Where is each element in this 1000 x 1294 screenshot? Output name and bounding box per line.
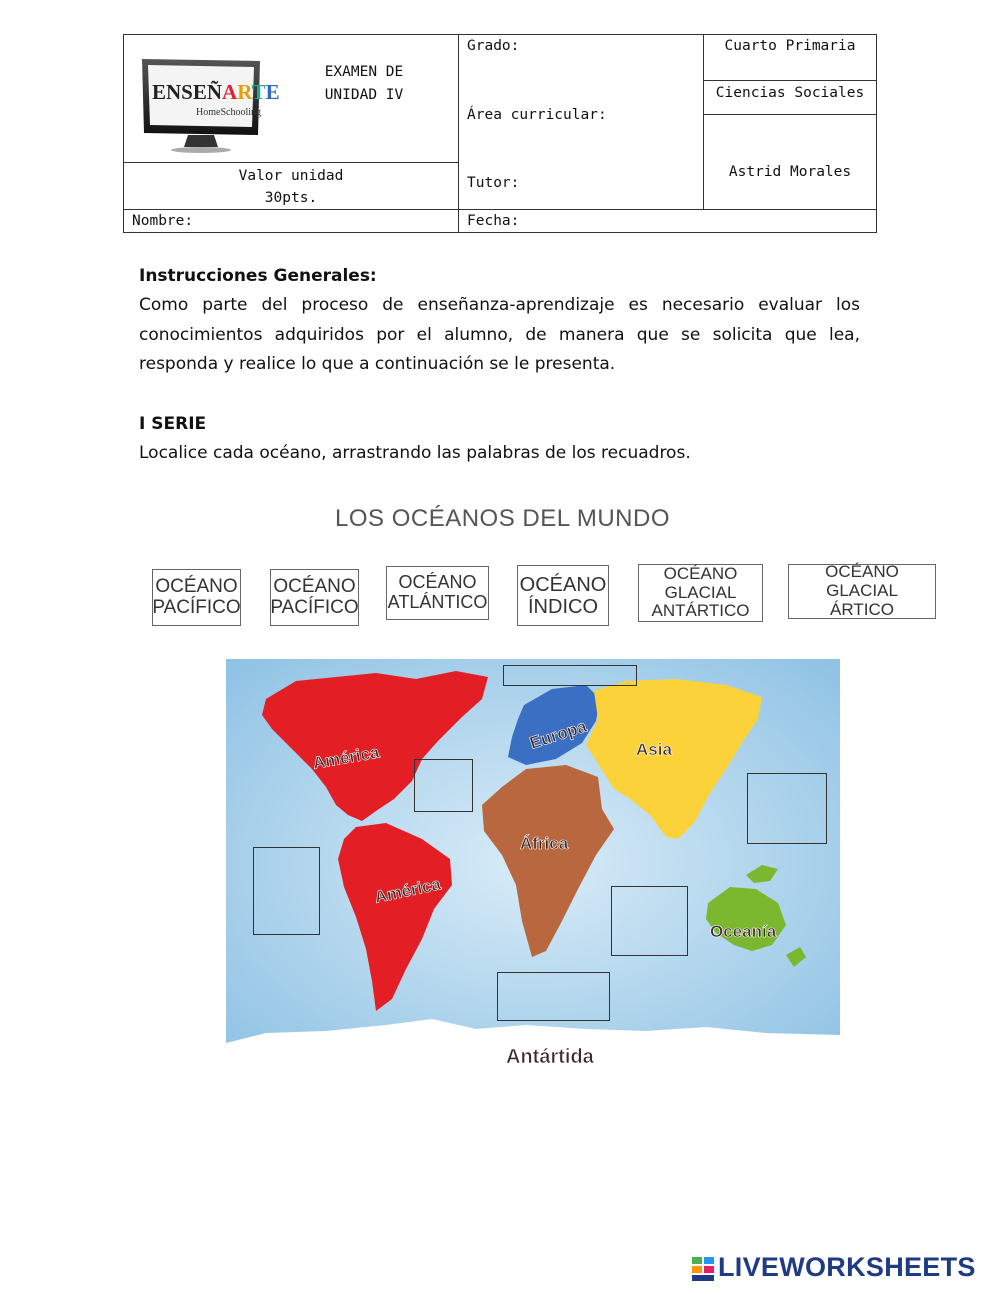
label-africa: África (520, 834, 569, 853)
serie-body: Localice cada océano, arrastrando las palabras de los recuadros. (139, 443, 691, 463)
tutor-value: Astrid Morales (728, 164, 852, 180)
drop-zone-atlantico[interactable] (414, 759, 473, 812)
instructions-title: Instrucciones Generales: (139, 266, 377, 286)
grado-label: Grado: (467, 38, 520, 54)
label-america-south: América (372, 874, 443, 907)
word-box-oceano-glacial-artico[interactable]: OCÉANO GLACIAL ÁRTICO (788, 564, 936, 619)
word-box-oceano-atlantico[interactable]: OCÉANO ATLÁNTICO (386, 566, 489, 620)
header-table (123, 34, 877, 233)
label-america-north: América (311, 742, 381, 773)
area-value: Ciencias Sociales (715, 85, 865, 101)
footer-brand: LIVEWORKSHEETS (718, 1252, 976, 1282)
label-europa: Europa (527, 716, 589, 753)
label-antartida: Antártida (506, 1046, 594, 1068)
word-box-oceano-glacial-antartico[interactable]: OCÉANO GLACIAL ANTÁRTICO (638, 564, 763, 622)
logo-text-sub: HomeSchooling (196, 107, 261, 118)
exam-title-line1: EXAMEN DE (324, 64, 404, 80)
exam-title (294, 61, 434, 107)
label-asia: Asia (636, 740, 672, 759)
liveworksheets-logo-icon (692, 1253, 716, 1283)
fecha-label: Fecha: (467, 213, 520, 229)
drop-zone-pacifico-west[interactable] (253, 847, 320, 935)
ensenarte-logo (138, 55, 280, 155)
word-box-oceano-indico[interactable]: OCÉANO ÍNDICO (517, 565, 609, 626)
word-box-oceano-pacifico-2[interactable]: OCÉANO PACÍFICO (270, 569, 359, 626)
exam-title-line2: UNIDAD IV (324, 87, 404, 103)
valor-unidad (124, 165, 458, 209)
nombre-label: Nombre: (132, 213, 194, 229)
grado-value: Cuarto Primaria (724, 38, 856, 54)
word-box-oceano-pacifico-1[interactable]: OCÉANO PACÍFICO (152, 569, 241, 626)
drop-zone-artico[interactable] (503, 665, 637, 686)
serie-title: I SERIE (139, 414, 207, 434)
tutor-label: Tutor: (467, 175, 520, 191)
valor-line2: 30pts. (264, 190, 318, 206)
area-label: Área curricular: (467, 107, 607, 123)
logo-text-main: ENSEÑARTE (152, 80, 280, 104)
label-oceania: Oceanía (710, 922, 777, 941)
map-title: LOS OCÉANOS DEL MUNDO (335, 505, 671, 532)
instructions-body: Como parte del proceso de enseñanza-aprendizaje es necesario evaluar los conocimientos adquiridos por el alumno, de manera que se solicita que lea, responda y realice lo que a continuación se le presenta. (139, 295, 860, 374)
valor-line1: Valor unidad (238, 168, 344, 184)
drop-zone-indico[interactable] (611, 886, 688, 956)
drop-zone-antartico[interactable] (497, 972, 610, 1021)
drop-zone-pacifico-east[interactable] (747, 773, 827, 844)
